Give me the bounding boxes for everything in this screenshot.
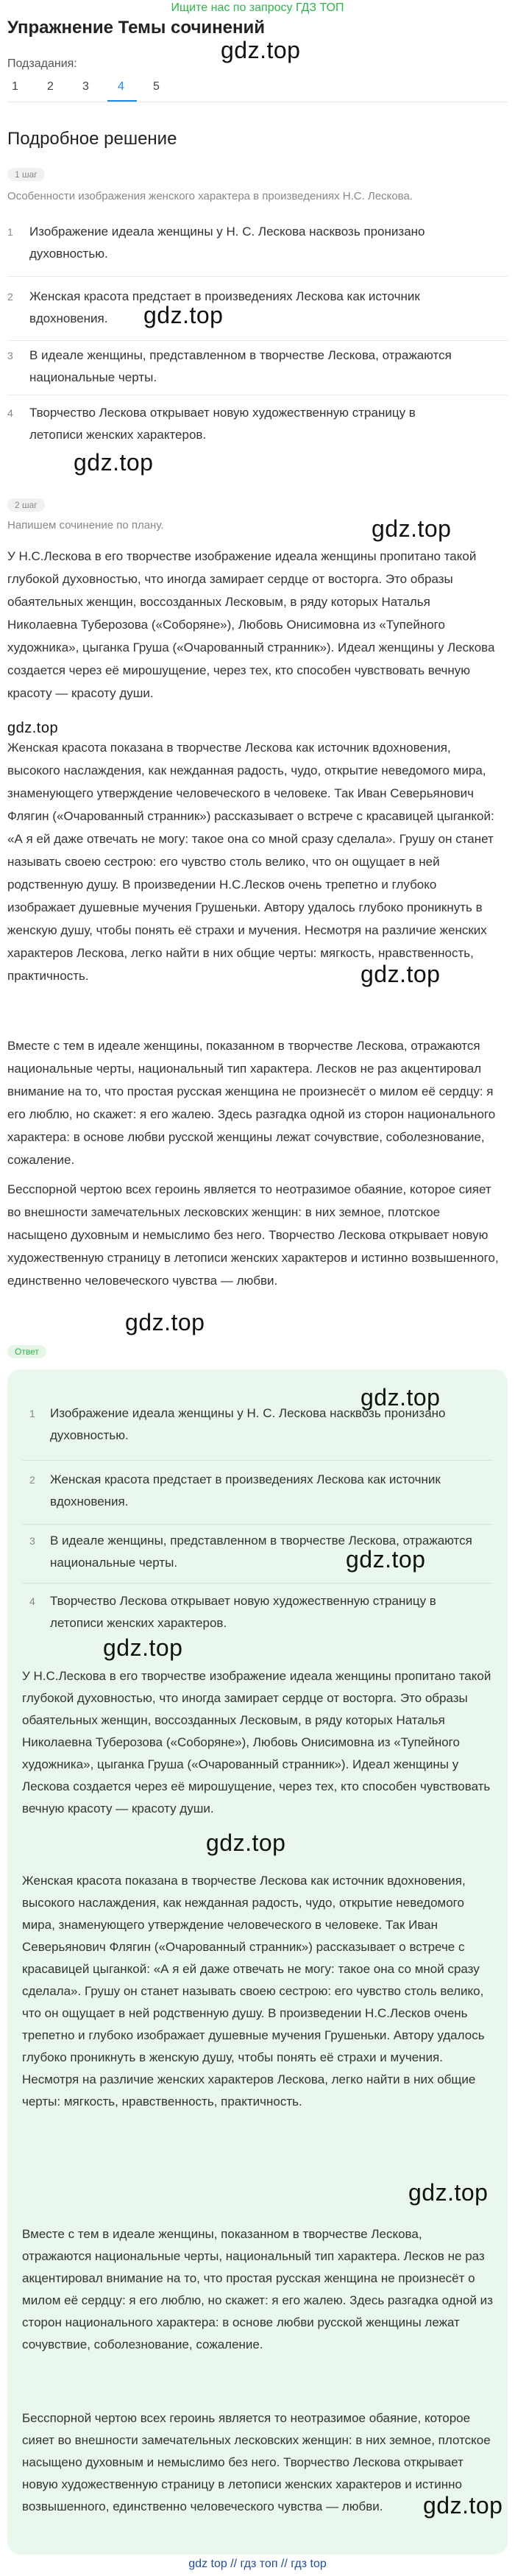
answer-paragraph: Женская красота показана в творчестве Лескова как источник вдохновения, высокого наслаждения, как нежданная радость, чудо, открытие неведомого мира, знаменующего утверждение человеческого в человеке. Так Иван Северьянович Флягин («Очарованный странник») рассказывает о встрече с красавицей цыганкой: «А я ей даже отвечать не могу: такое она со мной сразу сделала». Грушу он станет называть своею сестрою: его чувство столь велико, что он ощущает в ней родственную душу. В произведении Н.С.Лесков очень трепетно и глубоко изображает душевные мучения Грушеньки. Автору удалось глубоко проникнуть в женскую душу, чтобы понять её страхи и мучения. Несмотря на различие женских характеров Лескова, легко найти в них общие черты: мягкость, нравственность, практичность.: [22, 1874, 485, 2109]
plan-item-text: Творчество Лескова открывает новую художественную страницу в летописи женских характеров.: [29, 406, 416, 442]
plan-item-number: 2: [7, 291, 13, 303]
plan-item-text: Творчество Лескова открывает новую художественную страницу в летописи женских характеров.: [50, 1594, 436, 1630]
plan-item-number: 1: [29, 1408, 35, 1419]
divider: [22, 1524, 493, 1525]
watermark: gdz.top: [360, 1384, 441, 1411]
tab-3[interactable]: 3: [82, 80, 89, 93]
subtasks-label: Подзадания:: [7, 57, 77, 70]
essay-paragraph: Бесспорной чертою всех героинь является то неотразимое обаяние, которое сияет во внешности замечательных лесковских женщин: в них земное, плотское насыщено духовным и немыслимо без него. Творчество Лескова открывает новую художественную страницу в летописи женских характеров и истинно возвышенного, единственно человеческого чувства — любви.: [7, 1182, 499, 1288]
watermark: gdz.top: [408, 2179, 489, 2206]
essay-paragraph: Вместе с тем в идеале женщины, показанном в творчестве Лескова, отражаются национальные черты, национальный тип характера. Лесков не раз акцентировал внимание на то, что простая русская женщина не произнесёт о милом её сердцу: я его люблю, но скажет: я его жалею. Здесь разгадка одной из сторон национального характера: в основе любви русской женщины лежат сочувствие, соболезнование, сожаление.: [7, 1039, 496, 1167]
answer-paragraph: У Н.С.Лескова в его творчестве изображение идеала женщины пропитано такой глубокой духовностью, что иногда замирает сердце от восторга. Это образы обаятельных женщин, воссозданных Лесковым, в ряду которых Наталья Николаевна Туберозова («Соборяне»), Любовь Онисимовна из «Тупейного художника», цыганка Груша («Очарованный странник»). Идеал женщины у Лескова создается через её мирошущение, через тех, кто способен чувствовать вечную красоту — красоту души.: [22, 1669, 491, 1815]
plan-item: [0, 402, 500, 448]
plan-item: [0, 345, 500, 390]
plan-item-number: 4: [7, 407, 13, 419]
plan-item-text: Женская красота предстает в произведениях Лескова как источник вдохновения.: [50, 1472, 441, 1508]
answer-plan-item: [22, 1402, 493, 1448]
tab-1[interactable]: 1: [12, 80, 18, 93]
plan-item-number: 3: [7, 350, 13, 361]
plan-item-number: 3: [29, 1535, 35, 1547]
watermark: gdz.top: [346, 1546, 426, 1573]
answer-plan-item: [22, 1469, 493, 1514]
divider: [22, 1460, 493, 1461]
essay-paragraph: Женская красота показана в творчестве Лескова как источник вдохновения, высокого наслаждения, как нежданная радость, чудо, открытие неведомого мира, знаменующего утверждение человеческого в человеке. Так Иван Северьянович Флягин («Очарованный странник») рассказывает о встрече с красавицей цыганкой: «А я ей даже отвечать не могу: такое она со мной сразу сделала». Грушу он станет называть своею сестрою: его чувство столь велико, что он ощущает в ней родственную душу. В произведении Н.С.Лесков очень трепетно и глубоко изображает душевные мучения Грушеньки. Автору удалось глубоко проникнуть в женскую душу, чтобы понять её страхи и мучения. Несмотря на различие женских характеров Лескова, легко найти в них общие черты: мягкость, нравственность, практичность.: [7, 741, 494, 983]
solution-title: Подробное решение: [7, 129, 177, 149]
watermark: gdz.top: [125, 1309, 205, 1335]
plan-item-number: 4: [29, 1595, 35, 1607]
plan-item-text: В идеале женщины, представленном в творчестве Лескова, отражаются национальные черты.: [50, 1534, 472, 1570]
watermark: gdz.top: [103, 1634, 183, 1661]
plan-item: [0, 221, 500, 267]
watermark: gdz.top: [206, 1829, 286, 1856]
answer-paragraph: Бесспорной чертою всех героинь является то неотразимое обаяние, которое сияет во внешности замечательных лесковских женщин: в них земное, плотское насыщено духовным и немыслимо без него. Творчество Лескова открывает новую художественную страницу в летописи женских характеров и истинно возвышенного, единственно человеческого чувства — любви.: [22, 2411, 491, 2513]
answer-badge: Ответ: [7, 1345, 46, 1358]
watermark: gdz.top: [7, 720, 59, 736]
top-search-link[interactable]: Ищите нас по запросу ГДЗ ТОП: [171, 1, 344, 14]
watermark: gdz.top: [360, 961, 441, 987]
divider: [7, 276, 508, 277]
tab-2[interactable]: 2: [47, 80, 54, 93]
plan-item-text: В идеале женщины, представленном в творчестве Лескова, отражаются национальные черты.: [29, 348, 452, 384]
watermark: gdz.top: [74, 449, 154, 476]
footer-links[interactable]: gdz top // гдз топ // гдз top: [188, 2558, 327, 2570]
watermark: gdz.top: [372, 515, 452, 542]
subtask-tabs: [7, 77, 184, 97]
plan-item-text: Изображение идеала женщины у Н. С. Лескова насквозь пронизано духовностью.: [29, 225, 425, 261]
tab-4[interactable]: 4: [118, 80, 124, 93]
step-2-badge: 2 шаг: [7, 498, 45, 512]
plan-item: [0, 286, 500, 331]
answer-paragraph: Вместе с тем в идеале женщины, показанном в творчестве Лескова, отражаются национальные черты, национальный тип характера. Лесков не раз акцентировал внимание на то, что простая русская женщина не произнесёт о милом её сердцу: я его люблю, но скажет: я его жалею. Здесь разгадка одной из сторон национального характера: в основе любви русской женщины лежат сочувствие, соболезнование, сожаление.: [22, 2227, 493, 2351]
plan-item-text: Изображение идеала женщины у Н. С. Лескова насквозь пронизано духовностью.: [50, 1406, 446, 1442]
active-tab-indicator: [107, 100, 137, 102]
plan-item-text: Женская красота предстает в произведениях Лескова как источник вдохновения.: [29, 289, 420, 325]
watermark: gdz.top: [423, 2492, 503, 2519]
step-1-intro: Особенности изображения женского характера в произведениях Н.С. Лескова.: [7, 190, 413, 202]
plan-item-number: 1: [7, 226, 13, 238]
step-2-intro: Напишем сочинение по плану.: [7, 519, 164, 532]
divider: [7, 340, 508, 341]
tab-5[interactable]: 5: [153, 80, 160, 93]
answer-plan-item: [22, 1590, 493, 1636]
watermark: gdz.top: [221, 37, 301, 63]
step-1-badge: 1 шаг: [7, 168, 45, 181]
page-title: Упражнение Темы сочинений: [7, 18, 266, 38]
plan-item-number: 2: [29, 1474, 35, 1486]
essay-paragraph: У Н.С.Лескова в его творчестве изображение идеала женщины пропитано такой глубокой духовностью, что иногда замирает сердце от восторга. Это образы обаятельных женщин, воссозданных Лесковым, в ряду которых Наталья Николаевна Туберозова («Соборяне»), Любовь Онисимовна из «Тупейного художника», цыганка Груша («Очарованный странник»). Идеал женщины у Лескова создается через её мирошущение, через тех, кто способен чувствовать вечную красоту — красоту души.: [7, 549, 495, 700]
divider: [22, 1583, 493, 1584]
watermark: gdz.top: [143, 302, 224, 328]
